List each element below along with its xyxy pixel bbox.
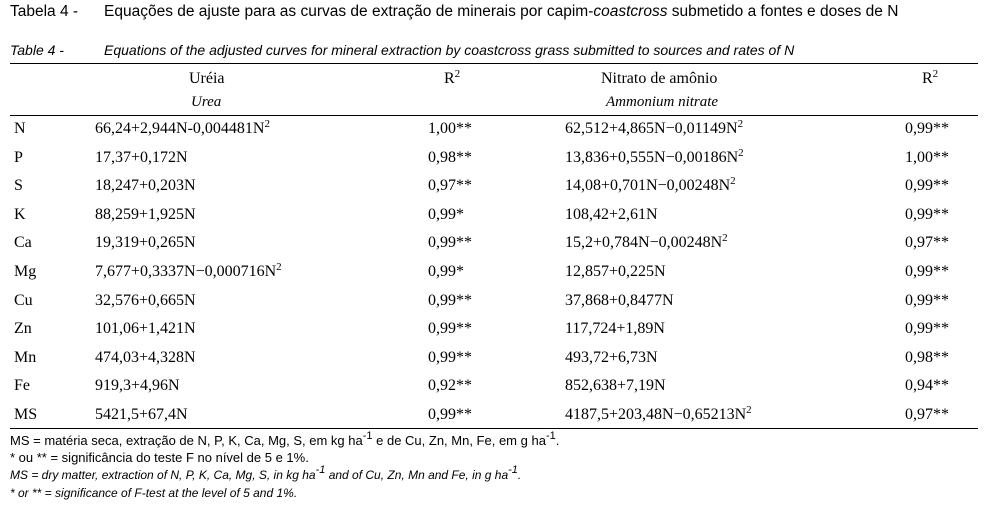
cell-r2-an: 0,99** xyxy=(905,206,949,223)
header-r2-urea: $R^2$ xyxy=(444,68,461,87)
table-label-en: Table 4 - xyxy=(10,42,64,58)
cell-element: N xyxy=(14,120,26,137)
cell-element: Mn xyxy=(14,349,37,366)
cell-an-equation: 493,72+6,73N xyxy=(565,349,658,366)
cell-r2-an: 0,99** xyxy=(905,177,949,194)
cell-an-equation: $15,2+0,784N-0,00248N^2$ xyxy=(565,232,728,251)
cell-urea-equation: 19,319+0,265N xyxy=(95,234,196,251)
cell-an-equation: 37,868+0,8477N xyxy=(565,292,674,309)
table-label-pt: Tabela 4 - xyxy=(10,3,79,20)
cell-an-equation: 12,857+0,225N xyxy=(565,263,666,280)
cell-an-equation: 117,724+1,89N xyxy=(565,320,665,337)
cell-element: Cu xyxy=(14,292,33,309)
cell-an-equation: $13,836+0,555N-0,00186N^2$ xyxy=(565,147,744,166)
cell-r2-urea: 0,99** xyxy=(428,349,472,366)
cell-r2-urea: 0,98** xyxy=(428,149,472,166)
table-top-rule xyxy=(10,63,978,64)
cell-r2-an: 0,98** xyxy=(905,349,949,366)
cell-r2-urea: 0,99** xyxy=(428,320,472,337)
footnote-pt-2: * ou ** = significância do teste F no nível de 5 e 1%. xyxy=(10,450,309,465)
cell-r2-urea: 0,99* xyxy=(428,263,464,280)
cell-r2-urea: 1,00** xyxy=(428,120,472,137)
cell-r2-an: 0,97** xyxy=(905,406,949,423)
header-bottom-rule xyxy=(10,115,978,116)
cell-r2-urea: 0,99** xyxy=(428,292,472,309)
cell-an-equation: 108,42+2,61N xyxy=(565,206,658,223)
cell-element: MS xyxy=(14,406,38,423)
table-bottom-rule xyxy=(10,428,978,429)
cell-r2-an: 0,94** xyxy=(905,377,949,394)
table-title-en xyxy=(10,42,794,58)
footnote-pt-1: MS = matéria seca, extração de N, P, K, Ca, Mg, S, em kg $ha^{-1}$ e de Cu, Zn, Mn, Fe, em g $ha^{-1}$. xyxy=(10,430,560,448)
table-caption-pt: Equações de ajuste para as curvas de extração de minerais por capim-coastcross submetido a fontes e doses de N xyxy=(104,3,899,20)
cell-urea-equation: 17,37+0,172N xyxy=(95,149,188,166)
cell-urea-equation: 88,259+1,925N xyxy=(95,206,196,223)
cell-r2-urea: 0,99** xyxy=(428,234,472,251)
cell-element: P xyxy=(14,149,23,166)
table-caption-en: Equations of the adjusted curves for mineral extraction by coastcross grass submitted to sources and rates of N xyxy=(104,42,795,58)
cell-element: Mg xyxy=(14,263,37,280)
cell-r2-an: 0,97** xyxy=(905,234,949,251)
header-an-en: Ammonium nitrate xyxy=(606,94,719,110)
cell-element: Fe xyxy=(14,377,30,394)
cell-r2-urea: 0,99** xyxy=(428,406,472,423)
cell-urea-equation: 18,247+0,203N xyxy=(95,177,196,194)
cell-r2-an: 0,99** xyxy=(905,320,949,337)
cell-element: Zn xyxy=(14,320,32,337)
cell-urea-equation: 101,06+1,421N xyxy=(95,320,196,337)
cell-an-equation: $4187,5+203,48N-0,65213N^2$ xyxy=(565,404,752,423)
footnote-en-2: * or ** = significance of F-test at the level of 5 and 1%. xyxy=(10,486,298,500)
cell-urea-equation: 32,576+0,665N xyxy=(95,292,196,309)
cell-element: S xyxy=(14,177,23,194)
cell-urea-equation: $7,677+0,3337N-0,000716N^2$ xyxy=(95,261,282,280)
footnote-en-1: MS = dry matter, extraction of N, P, K, Ca, Mg, S, in kg $ha^{-1}$ and of Cu, Zn, Mn and Fe, in g $ha^{-1}$. xyxy=(10,464,522,482)
cell-r2-an: 1,00** xyxy=(905,149,949,166)
cell-r2-an: 0,99** xyxy=(905,292,949,309)
cell-urea-equation: 474,03+4,328N xyxy=(95,349,196,366)
cell-r2-urea: 0,97** xyxy=(428,177,472,194)
cell-r2-an: 0,99** xyxy=(905,263,949,280)
table-title-pt xyxy=(10,2,985,21)
cell-urea-equation: 5421,5+67,4N xyxy=(95,406,188,423)
header-an-pt: Nitrato de amônio xyxy=(601,70,718,87)
cell-an-equation: $14,08+0,701N-0,00248N^2$ xyxy=(565,175,736,194)
cell-urea-equation: $66,24+2,944N-0,004481N^2$ xyxy=(95,118,270,137)
cell-r2-an: 0,99** xyxy=(905,120,949,137)
cell-an-equation: 852,638+7,19N xyxy=(565,377,666,394)
header-urea-en: Urea xyxy=(191,94,222,110)
header-urea-pt: Uréia xyxy=(189,70,225,87)
header-r2-an: $R^2$ xyxy=(922,68,939,87)
cell-element: K xyxy=(14,206,26,223)
cell-r2-urea: 0,99* xyxy=(428,206,464,223)
cell-urea-equation: 919,3+4,96N xyxy=(95,377,180,394)
cell-element: Ca xyxy=(14,234,32,251)
cell-an-equation: $62,512+4,865N-0,01149N^2$ xyxy=(565,118,744,137)
cell-r2-urea: 0,92** xyxy=(428,377,472,394)
